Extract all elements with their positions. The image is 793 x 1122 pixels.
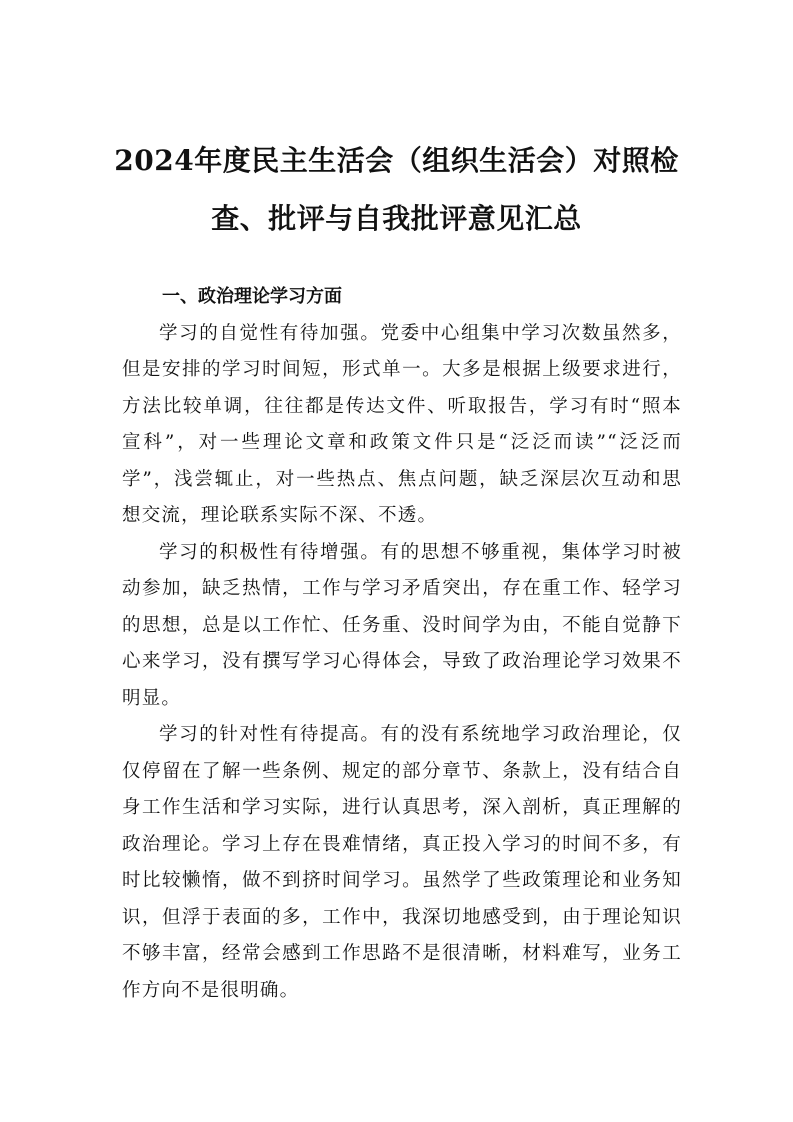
paragraph-study-consciousness: 学习的自觉性有待加强。党委中心组集中学习次数虽然多，但是安排的学习时间短，形式单一。大多是根据上级要求进行，方法比较单调，往往都是传达文件、听取报告，学习有时“照本宣科”，对一些理论文章和政策文件只是“泛泛而读”“泛泛而学”，浅尝辄止，对一些热点、焦点问题，缺乏深层次互动和思想交流，理论联系实际不深、不透。: [122, 322, 682, 526]
paragraph-study-pertinence: 学习的针对性有待提高。有的没有系统地学习政治理论，仅仅停留在了解一些条例、规定的部分章节、条款上，没有结合自身工作生活和学习实际，进行认真思考，深入剖析，真正理解的政治理论。学习上存在畏难情绪，真正投入学习的时间不多，有时比较懒惰，做不到挤时间学习。虽然学了些政策理论和业务知识，但浮于表面的多，工作中，我深切地感受到，由于理论知识不够丰富，经常会感到工作思路不是很清晰，材料难写，业务工作方向不是很明确。: [122, 724, 682, 1001]
title-line-1: 2024年度民主生活会（组织生活会）对照检: [114, 144, 679, 177]
document-body: [122, 279, 682, 1009]
paragraph-study-enthusiasm: 学习的积极性有待增强。有的思想不够重视，集体学习时被动参加，缺乏热情，工作与学习矛盾突出，存在重工作、轻学习的思想，总是以工作忙、任务重、没时间学为由，不能自觉静下心来学习，没有撰写学习心得体会，导致了政治理论学习效果不明显。: [122, 541, 682, 709]
section-heading: 一、政治理论学习方面: [162, 286, 342, 307]
title-line-2: 查、批评与自我批评意见汇总: [211, 202, 582, 235]
document-title: [110, 132, 683, 248]
